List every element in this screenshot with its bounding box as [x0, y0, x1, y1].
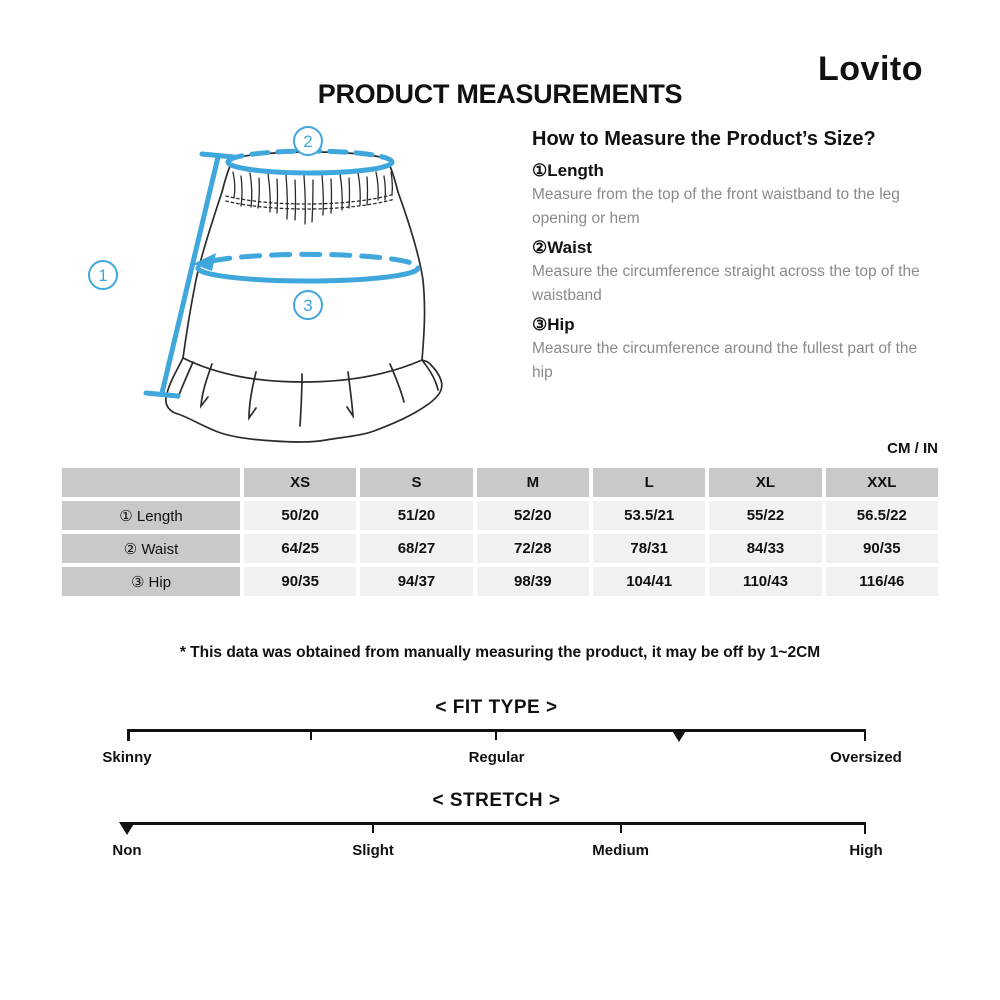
how-to-heading: How to Measure the Product’s Size?: [532, 128, 876, 150]
length-measure-cap-bottom: [146, 393, 178, 396]
fit-type-tick: [495, 729, 497, 740]
fit-type-track: [127, 729, 866, 742]
ruffle-folds: [178, 360, 438, 426]
cell-length-s: 51/20: [360, 501, 472, 530]
cell-hip-xs: 90/35: [244, 567, 356, 596]
cell-waist-xxl: 90/35: [826, 534, 938, 563]
waistband-gathers: [226, 172, 395, 224]
measure-item-hip-desc: Measure the circumference around the fullest part of the hip: [532, 340, 918, 382]
cell-length-m: 52/20: [477, 501, 589, 530]
cell-hip-xxl: 116/46: [826, 567, 938, 596]
cell-waist-xl: 84/33: [709, 534, 821, 563]
stretch-label-slight: Slight: [352, 842, 394, 859]
table-corner-cell: [62, 468, 240, 497]
measure-item-hip-label: ③Hip: [532, 315, 575, 335]
fit-type-scale: [102, 697, 902, 769]
page-title: PRODUCT MEASUREMENTS: [317, 79, 683, 110]
cell-waist-m: 72/28: [477, 534, 589, 563]
measure-item-length-label: ①Length: [532, 161, 604, 180]
hip-measure-solid: [198, 268, 418, 281]
callout-1: 1: [98, 266, 108, 285]
fit-type-left-cap: [127, 729, 130, 741]
size-header-l: L: [593, 468, 705, 497]
measure-marks: [89, 127, 418, 396]
fit-label-oversized: Oversized: [830, 749, 902, 766]
callout-3: 3: [303, 296, 313, 315]
size-header-s: S: [360, 468, 472, 497]
stretch-line: [127, 822, 866, 825]
fit-type-title: < FIT TYPE >: [435, 697, 558, 718]
measure-item-length-desc: Measure from the top of the front waistband to the leg opening or hem: [532, 186, 900, 228]
cell-hip-m: 98/39: [477, 567, 589, 596]
fit-label-skinny: Skinny: [102, 749, 152, 766]
how-to-measure-section: [532, 128, 932, 385]
length-measure-cap-top: [202, 154, 234, 157]
size-header-xs: XS: [244, 468, 356, 497]
ruffle-hem: [166, 358, 442, 442]
size-table: [62, 468, 938, 596]
cell-length-xl: 55/22: [709, 501, 821, 530]
row-label-hip: ③ Hip: [62, 567, 240, 596]
cell-length-xxl: 56.5/22: [826, 501, 938, 530]
row-label-length: ① Length: [62, 501, 240, 530]
cell-waist-s: 68/27: [360, 534, 472, 563]
waist-measure-solid: [228, 162, 392, 173]
cell-length-xs: 50/20: [244, 501, 356, 530]
brand-logo: Lovito: [818, 50, 923, 88]
size-header-m: M: [477, 468, 589, 497]
stretch-scale: [112, 790, 883, 862]
stretch-label-high: High: [849, 842, 883, 859]
stretch-title: < STRETCH >: [432, 790, 561, 811]
fit-type-marker-icon: [671, 729, 687, 742]
stretch-marker-icon: [119, 822, 135, 835]
cell-hip-xl: 110/43: [709, 567, 821, 596]
row-label-waist: ② Waist: [62, 534, 240, 563]
cell-length-l: 53.5/21: [593, 501, 705, 530]
stretch-tick: [372, 822, 374, 833]
fit-type-tick: [310, 729, 312, 740]
hip-measure-dashed: [212, 254, 416, 265]
cell-waist-l: 78/31: [593, 534, 705, 563]
stretch-track: [127, 822, 866, 835]
stretch-tick: [620, 822, 622, 833]
measure-item-waist-label: ②Waist: [532, 238, 592, 258]
callout-2: 2: [303, 132, 313, 151]
measure-item-waist-desc: Measure the circumference straight across the top of the waistband: [532, 263, 920, 305]
size-header-xxl: XXL: [826, 468, 938, 497]
stretch-label-medium: Medium: [592, 842, 649, 859]
skirt-diagram: [60, 110, 500, 450]
fit-label-regular: Regular: [468, 749, 525, 766]
unit-label: CM / IN: [887, 440, 938, 457]
cell-waist-xs: 64/25: [244, 534, 356, 563]
fit-type-right-cap: [864, 729, 867, 741]
cell-hip-l: 104/41: [593, 567, 705, 596]
measurement-disclaimer: * This data was obtained from manually measuring the product, it may be off by 1~2CM: [179, 643, 821, 661]
stretch-label-non: Non: [112, 842, 142, 859]
size-header-xl: XL: [709, 468, 821, 497]
stretch-right-cap: [864, 822, 867, 834]
cell-hip-s: 94/37: [360, 567, 472, 596]
